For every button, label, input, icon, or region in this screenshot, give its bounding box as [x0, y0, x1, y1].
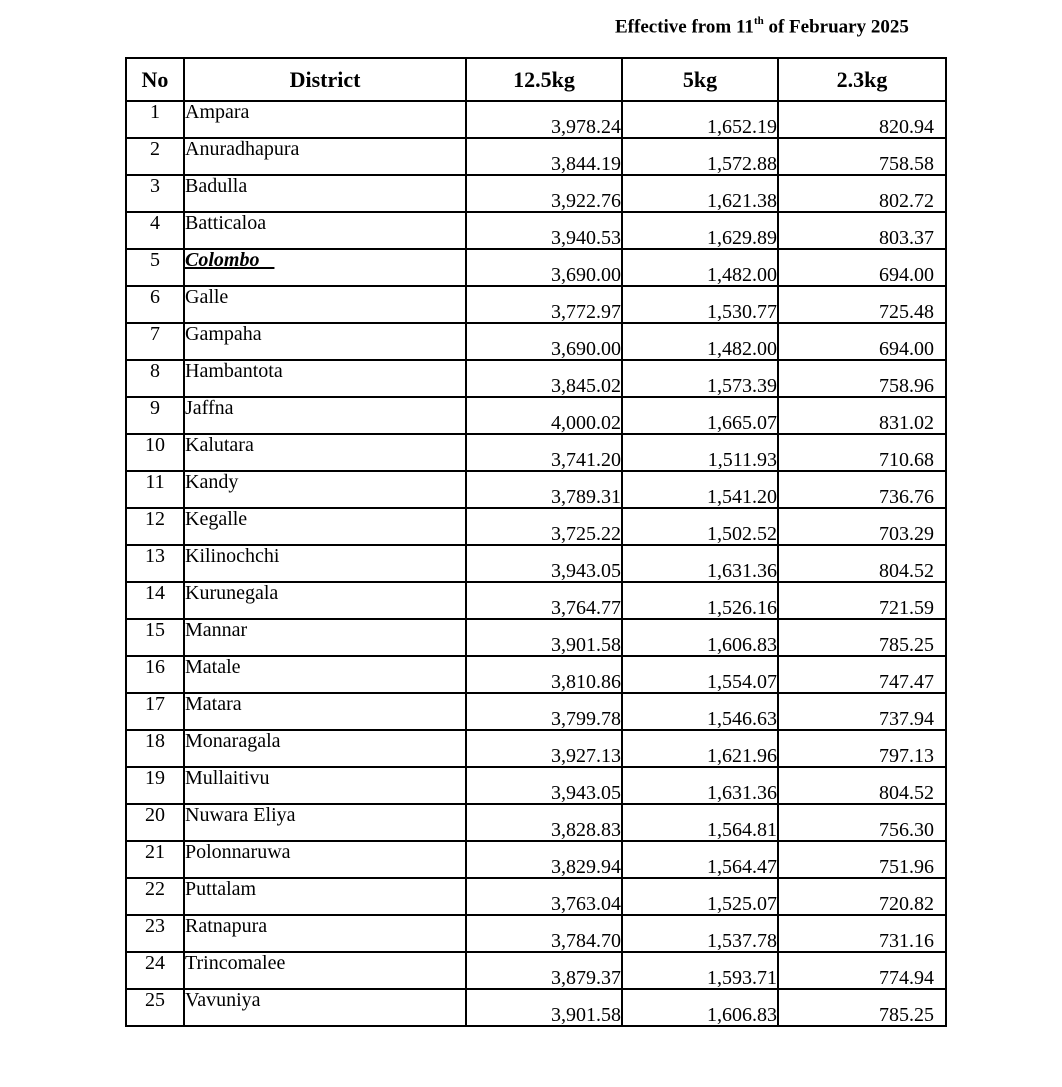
row-number: 5 — [126, 249, 184, 286]
effective-date-suffix: of February 2025 — [763, 16, 909, 38]
price-5kg: 1,482.00 — [622, 323, 778, 360]
row-number: 14 — [126, 582, 184, 619]
table-row — [126, 397, 946, 434]
effective-date-note — [615, 16, 909, 38]
row-number: 25 — [126, 989, 184, 1026]
row-number: 17 — [126, 693, 184, 730]
district-name: Trincomalee — [184, 952, 466, 989]
price-12-5kg: 3,725.22 — [466, 508, 622, 545]
price-12-5kg: 3,690.00 — [466, 323, 622, 360]
price-12-5kg: 3,943.05 — [466, 545, 622, 582]
price-5kg: 1,606.83 — [622, 989, 778, 1026]
table-row — [126, 656, 946, 693]
price-12-5kg: 3,901.58 — [466, 619, 622, 656]
price-5kg: 1,572.88 — [622, 138, 778, 175]
price-12-5kg: 3,690.00 — [466, 249, 622, 286]
table-row — [126, 286, 946, 323]
price-2-3kg: 802.72 — [778, 175, 946, 212]
table-row — [126, 434, 946, 471]
price-12-5kg: 3,901.58 — [466, 989, 622, 1026]
district-name: Gampaha — [184, 323, 466, 360]
table-row — [126, 989, 946, 1026]
table-body — [126, 101, 946, 1026]
row-number: 4 — [126, 212, 184, 249]
district-name: Matale — [184, 656, 466, 693]
table-row — [126, 767, 946, 804]
price-2-3kg: 710.68 — [778, 434, 946, 471]
price-12-5kg: 3,764.77 — [466, 582, 622, 619]
price-5kg: 1,530.77 — [622, 286, 778, 323]
price-2-3kg: 758.58 — [778, 138, 946, 175]
price-12-5kg: 3,940.53 — [466, 212, 622, 249]
district-name: Jaffna — [184, 397, 466, 434]
price-2-3kg: 736.76 — [778, 471, 946, 508]
price-5kg: 1,606.83 — [622, 619, 778, 656]
price-12-5kg: 3,844.19 — [466, 138, 622, 175]
price-2-3kg: 803.37 — [778, 212, 946, 249]
district-name: Monaragala — [184, 730, 466, 767]
table-row — [126, 878, 946, 915]
price-2-3kg: 797.13 — [778, 730, 946, 767]
district-name: Kurunegala — [184, 582, 466, 619]
price-12-5kg: 3,810.86 — [466, 656, 622, 693]
price-12-5kg: 3,829.94 — [466, 841, 622, 878]
price-5kg: 1,482.00 — [622, 249, 778, 286]
price-12-5kg: 3,772.97 — [466, 286, 622, 323]
price-2-3kg: 694.00 — [778, 249, 946, 286]
price-12-5kg: 3,943.05 — [466, 767, 622, 804]
district-name: Kegalle — [184, 508, 466, 545]
table-row — [126, 360, 946, 397]
lpg-price-table — [125, 57, 947, 1027]
district-name: Kilinochchi — [184, 545, 466, 582]
price-12-5kg: 3,978.24 — [466, 101, 622, 138]
district-name: Vavuniya — [184, 989, 466, 1026]
price-2-3kg: 804.52 — [778, 767, 946, 804]
district-name: Ratnapura — [184, 915, 466, 952]
district-name: Anuradhapura — [184, 138, 466, 175]
row-number: 15 — [126, 619, 184, 656]
table-row — [126, 249, 946, 286]
price-2-3kg: 731.16 — [778, 915, 946, 952]
price-5kg: 1,525.07 — [622, 878, 778, 915]
table-row — [126, 952, 946, 989]
row-number: 2 — [126, 138, 184, 175]
row-number: 3 — [126, 175, 184, 212]
price-5kg: 1,629.89 — [622, 212, 778, 249]
price-12-5kg: 3,789.31 — [466, 471, 622, 508]
row-number: 11 — [126, 471, 184, 508]
price-12-5kg: 3,741.20 — [466, 434, 622, 471]
district-name: Batticaloa — [184, 212, 466, 249]
row-number: 18 — [126, 730, 184, 767]
district-name: Kandy — [184, 471, 466, 508]
price-2-3kg: 747.47 — [778, 656, 946, 693]
price-12-5kg: 3,927.13 — [466, 730, 622, 767]
price-5kg: 1,541.20 — [622, 471, 778, 508]
price-2-3kg: 820.94 — [778, 101, 946, 138]
district-name: Matara — [184, 693, 466, 730]
header-12-5kg: 12.5kg — [466, 58, 622, 101]
price-2-3kg: 751.96 — [778, 841, 946, 878]
table-row — [126, 212, 946, 249]
table-row — [126, 175, 946, 212]
price-2-3kg: 737.94 — [778, 693, 946, 730]
price-2-3kg: 703.29 — [778, 508, 946, 545]
price-12-5kg: 3,784.70 — [466, 915, 622, 952]
price-2-3kg: 831.02 — [778, 397, 946, 434]
price-2-3kg: 721.59 — [778, 582, 946, 619]
price-5kg: 1,652.19 — [622, 101, 778, 138]
district-name: Puttalam — [184, 878, 466, 915]
price-2-3kg: 785.25 — [778, 619, 946, 656]
row-number: 9 — [126, 397, 184, 434]
price-12-5kg: 3,845.02 — [466, 360, 622, 397]
district-name-highlighted: Colombo — [185, 249, 275, 271]
table-row — [126, 323, 946, 360]
price-5kg: 1,502.52 — [622, 508, 778, 545]
row-number: 20 — [126, 804, 184, 841]
table-row — [126, 545, 946, 582]
price-5kg: 1,564.47 — [622, 841, 778, 878]
table-row — [126, 619, 946, 656]
price-2-3kg: 720.82 — [778, 878, 946, 915]
price-12-5kg: 3,763.04 — [466, 878, 622, 915]
row-number: 10 — [126, 434, 184, 471]
district-name: Galle — [184, 286, 466, 323]
table-row — [126, 508, 946, 545]
table-row — [126, 915, 946, 952]
table-row — [126, 730, 946, 767]
row-number: 16 — [126, 656, 184, 693]
row-number: 8 — [126, 360, 184, 397]
header-district: District — [184, 58, 466, 101]
price-2-3kg: 758.96 — [778, 360, 946, 397]
row-number: 19 — [126, 767, 184, 804]
district-name: Mullaitivu — [184, 767, 466, 804]
price-5kg: 1,546.63 — [622, 693, 778, 730]
district-name: Hambantota — [184, 360, 466, 397]
district-name: Kalutara — [184, 434, 466, 471]
price-5kg: 1,564.81 — [622, 804, 778, 841]
header-no: No — [126, 58, 184, 101]
row-number: 24 — [126, 952, 184, 989]
table-row — [126, 693, 946, 730]
table-row — [126, 101, 946, 138]
price-2-3kg: 804.52 — [778, 545, 946, 582]
table-row — [126, 841, 946, 878]
price-5kg: 1,631.36 — [622, 767, 778, 804]
price-5kg: 1,511.93 — [622, 434, 778, 471]
effective-date-prefix: Effective from 11 — [615, 16, 754, 38]
price-5kg: 1,593.71 — [622, 952, 778, 989]
price-2-3kg: 785.25 — [778, 989, 946, 1026]
price-12-5kg: 3,922.76 — [466, 175, 622, 212]
district-name: Badulla — [184, 175, 466, 212]
effective-date-ordinal: th — [753, 15, 764, 27]
row-number: 23 — [126, 915, 184, 952]
price-12-5kg: 3,828.83 — [466, 804, 622, 841]
header-2-3kg: 2.3kg — [778, 58, 946, 101]
price-5kg: 1,526.16 — [622, 582, 778, 619]
price-5kg: 1,631.36 — [622, 545, 778, 582]
price-5kg: 1,621.96 — [622, 730, 778, 767]
price-5kg: 1,554.07 — [622, 656, 778, 693]
row-number: 7 — [126, 323, 184, 360]
price-2-3kg: 725.48 — [778, 286, 946, 323]
price-5kg: 1,573.39 — [622, 360, 778, 397]
price-2-3kg: 756.30 — [778, 804, 946, 841]
table-row — [126, 804, 946, 841]
table-row — [126, 138, 946, 175]
header-5kg: 5kg — [622, 58, 778, 101]
district-name: Ampara — [184, 101, 466, 138]
price-12-5kg: 4,000.02 — [466, 397, 622, 434]
table-header-row — [126, 58, 946, 101]
row-number: 22 — [126, 878, 184, 915]
price-12-5kg: 3,799.78 — [466, 693, 622, 730]
district-name: Polonnaruwa — [184, 841, 466, 878]
price-2-3kg: 694.00 — [778, 323, 946, 360]
price-5kg: 1,537.78 — [622, 915, 778, 952]
row-number: 21 — [126, 841, 184, 878]
table-row — [126, 582, 946, 619]
row-number: 13 — [126, 545, 184, 582]
table-row — [126, 471, 946, 508]
price-2-3kg: 774.94 — [778, 952, 946, 989]
row-number: 12 — [126, 508, 184, 545]
price-12-5kg: 3,879.37 — [466, 952, 622, 989]
district-name: Nuwara Eliya — [184, 804, 466, 841]
row-number: 1 — [126, 101, 184, 138]
price-5kg: 1,665.07 — [622, 397, 778, 434]
row-number: 6 — [126, 286, 184, 323]
district-name: Mannar — [184, 619, 466, 656]
price-5kg: 1,621.38 — [622, 175, 778, 212]
district-name — [184, 249, 466, 286]
